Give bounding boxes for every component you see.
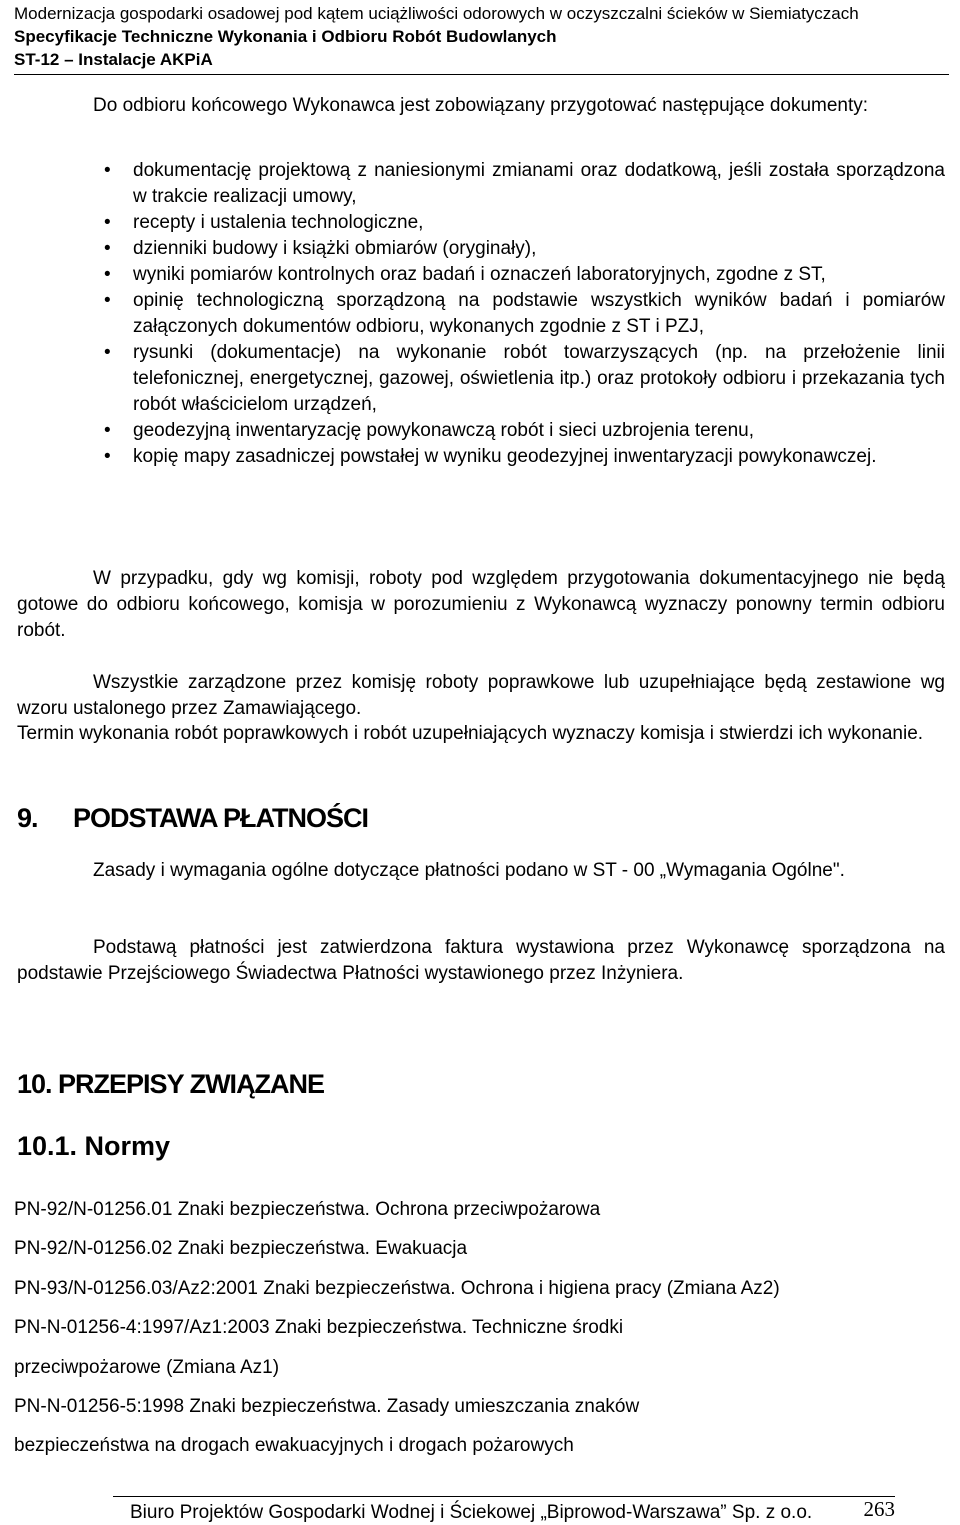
list-item-text: kopię mapy zasadniczej powstałej w wyniku geodezyjnej inwentaryzacji powykonawczej. — [133, 446, 877, 467]
norms-list — [14, 1190, 949, 1466]
list-item-text: dokumentację projektową z naniesionymi zmianami oraz dodatkową, jeśli została sporządzona w trakcie realizacji umowy, — [133, 160, 945, 207]
bullet-icon: • — [104, 420, 111, 441]
list-item — [104, 288, 945, 340]
norm-line: PN-92/N-01256.02 Znaki bezpieczeństwa. Ewakuacja — [14, 1238, 468, 1260]
norm-line: PN-92/N-01256.01 Znaki bezpieczeństwa. Ochrona przeciwpożarowa — [14, 1199, 601, 1220]
bullet-icon: • — [104, 212, 111, 233]
list-item-text: geodezyjną inwentaryzację powykonawczą robót i sieci uzbrojenia terenu, — [133, 420, 755, 441]
list-item-text: rysunki (dokumentacje) na wykonanie robót towarzyszących (np. na przełożenie linii telefonicznej, energetycznej, gazowej, oświetlenia itp.) oraz protokoły odbioru i przekazania tych robót właścicielom urządzeń, — [133, 342, 945, 415]
intro-paragraph: Do odbioru końcowego Wykonawca jest zobowiązany przygotować następujące dokumenty: — [93, 95, 869, 116]
required-documents-list — [104, 158, 945, 470]
bullet-icon: • — [104, 290, 111, 311]
section-10-1-heading: 10.1. Normy — [17, 1131, 171, 1161]
page-header — [14, 2, 949, 75]
list-item-text: recepty i ustalenia technologiczne, — [133, 212, 424, 233]
norm-line: PN-N-01256-5:1998 Znaki bezpieczeństwa. Zasady umieszczania znaków — [14, 1396, 640, 1418]
bullet-icon: • — [104, 342, 111, 363]
list-item — [104, 340, 945, 418]
list-item — [104, 262, 945, 288]
list-item-text: dzienniki budowy i książki obmiarów (oryginały), — [133, 238, 537, 259]
reschedule-paragraph: W przypadku, gdy wg komisji, roboty pod względem przygotowania dokumentacyjnego nie będą gotowe do odbioru końcowego, komisja w porozumieniu z Wykonawcą wyznaczy ponowny termin odbioru robót. — [17, 568, 945, 641]
norm-line: bezpieczeństwa na drogach ewakuacyjnych i drogach pożarowych — [14, 1435, 574, 1457]
list-item — [104, 210, 945, 236]
section-9-title: PODSTAWA PŁATNOŚCI — [73, 803, 369, 833]
header-project-title: Modernizacja gospodarki osadowej pod kątem uciążliwości odorowych w oczyszczalni ścieków w Siemiatyczach — [14, 4, 859, 23]
deadline-paragraph: Termin wykonania robót poprawkowych i robót uzupełniających wyznaczy komisja i stwierdzi ich wykonanie. — [17, 723, 924, 744]
payment-rules-paragraph: Zasady i wymagania ogólne dotyczące płatności podano w ST - 00 „Wymagania Ogólne". — [93, 860, 845, 881]
header-section-title: ST-12 – Instalacje AKPiA — [14, 50, 213, 69]
list-item — [104, 418, 945, 444]
page-footer — [113, 1496, 895, 1523]
list-item-text: wyniki pomiarów kontrolnych oraz badań i oznaczeń laboratoryjnych, zgodne z ST, — [133, 264, 826, 285]
section-10-heading: 10. PRZEPISY ZWIĄZANE — [17, 1069, 325, 1099]
payment-basis-paragraph: Podstawą płatności jest zatwierdzona faktura wystawiona przez Wykonawcę sporządzona na podstawie Przejściowego Świadectwa Płatności wystawionego przez Inżyniera. — [17, 937, 945, 984]
section-9-number: 9. — [17, 803, 38, 833]
list-item-text: opinię technologiczną sporządzoną na podstawie wszystkich wyników badań i pomiarów załączonych dokumentów odbioru, wykonanych zgodnie z ST i PZJ, — [133, 290, 945, 337]
bullet-icon: • — [104, 160, 111, 181]
header-spec-title: Specyfikacje Techniczne Wykonania i Odbioru Robót Budowlanych — [14, 27, 557, 46]
list-item — [104, 444, 945, 470]
bullet-icon: • — [104, 446, 111, 467]
corrective-works-paragraph: Wszystkie zarządzone przez komisję roboty poprawkowe lub uzupełniające będą zestawione wg wzoru ustalonego przez Zamawiającego. — [17, 672, 945, 719]
norm-line: przeciwpożarowe (Zmiana Az1) — [14, 1356, 280, 1378]
bullet-icon: • — [104, 264, 111, 285]
page-number: 263 — [863, 1497, 895, 1521]
section-9-heading — [17, 802, 368, 834]
list-item — [104, 236, 945, 262]
bullet-icon: • — [104, 238, 111, 259]
norm-line: PN-N-01256-4:1997/Az1:2003 Znaki bezpieczeństwa. Techniczne środki — [14, 1317, 624, 1339]
norm-line: PN-93/N-01256.03/Az2:2001 Znaki bezpieczeństwa. Ochrona i higiena pracy (Zmiana Az2) — [14, 1277, 780, 1299]
list-item — [104, 158, 945, 210]
footer-company: Biuro Projektów Gospodarki Wodnej i Ściekowej „Biprowod-Warszawa” Sp. z o.o. — [130, 1502, 813, 1523]
